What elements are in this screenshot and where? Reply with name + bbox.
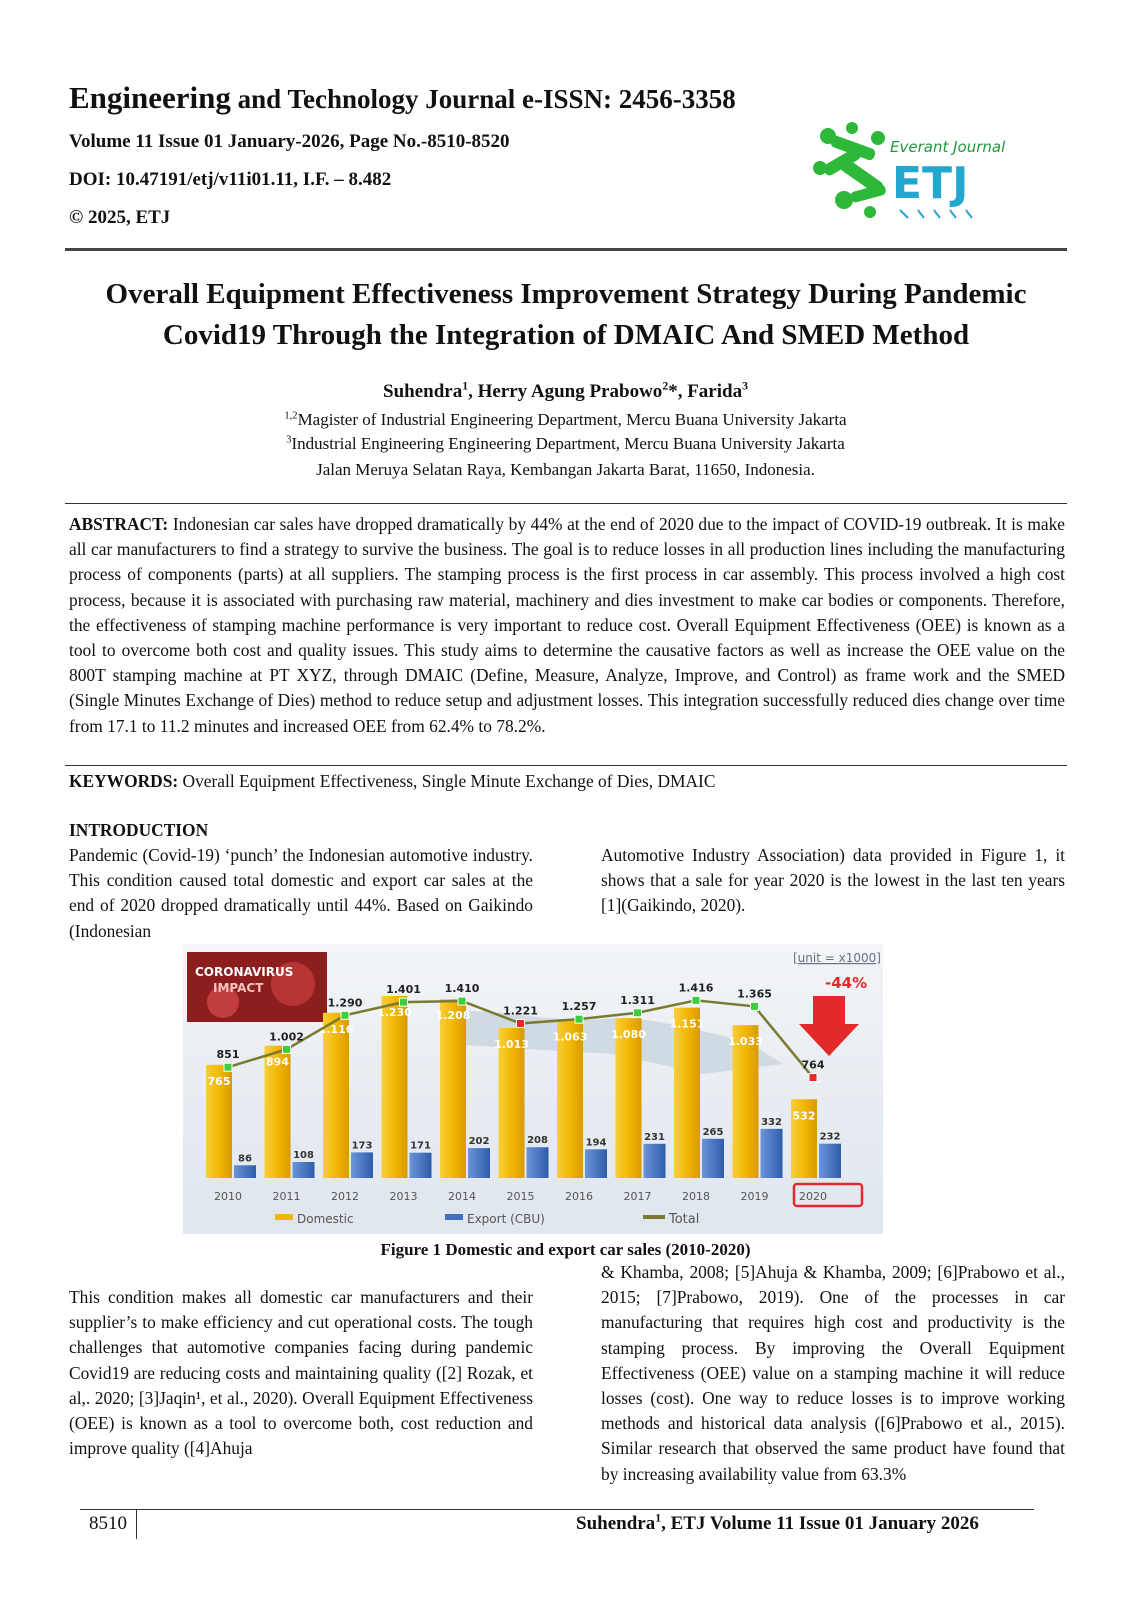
x-tick-2011: 2011 [272, 1190, 301, 1203]
sales-chart [183, 944, 883, 1234]
bar-export-2016 [585, 1149, 607, 1178]
label-domestic-2014: 1.208 [435, 1009, 471, 1023]
badge-line2: IMPACT [213, 981, 264, 995]
label-export-2020: 232 [819, 1131, 841, 1143]
label-total-2013: 1.401 [386, 983, 421, 997]
abstract-top-rule [65, 503, 1067, 504]
header-divider [65, 248, 1067, 251]
copyright: © 2025, ETJ [69, 207, 171, 228]
total-point-2019 [751, 1002, 759, 1010]
bar-export-2013 [410, 1153, 432, 1178]
volume-info: Volume 11 Issue 01 January-2026, Page No.-8510-8520 [69, 131, 510, 152]
abstract-bottom-rule [65, 765, 1067, 766]
legend-export-swatch [445, 1214, 463, 1220]
body-right-column: & Khamba, 2008; [5]Ahuja & Khamba, 2009; [6]Prabowo et al., 2015; [7]Prabowo, 2019). One of the processes in car manufacturing that requires high cost and productivity is the stamping process. By improving the Overall Equipment Effectiveness (OEE) value on a stamping machine it will reduce losses (cost). One way to reduce losses is to improve working methods and historical data analysis ([6]Prabowo et al., 2015). Similar research that observed the same product have found that by increasing availability value from 63.3% [601, 1262, 1065, 1484]
drop-label: -44% [825, 974, 868, 992]
bar-export-2011 [293, 1162, 315, 1178]
legend-domestic-swatch [275, 1214, 293, 1220]
bar-export-2012 [351, 1152, 373, 1178]
paper-title: Overall Equipment Effectiveness Improvement Strategy During Pandemic Covid19 Through the Integration of DMAIC And SMED Method [105, 278, 1027, 351]
label-total-2020: 764 [801, 1058, 825, 1072]
bar-export-2010 [234, 1165, 256, 1178]
label-export-2019: 332 [761, 1116, 782, 1128]
label-export-2013: 171 [410, 1140, 431, 1152]
bar-domestic-2017 [616, 1018, 642, 1178]
label-export-2010: 86 [238, 1153, 252, 1165]
badge [187, 952, 327, 1022]
label-domestic-2010: 765 [207, 1074, 231, 1088]
running-footer: Suhendra$^1$, ETJ Volume 11 Issue 01 January 2026 [576, 1511, 979, 1534]
x-tick-2013: 2013 [389, 1190, 418, 1203]
label-total-2011: 1.002 [269, 1030, 304, 1044]
label-domestic-2015: 1.013 [494, 1038, 529, 1052]
intro-left-column: Pandemic (Covid-19) ‘punch’ the Indonesian automotive industry. This condition caused total domestic and export car sales at the end of 2020 dropped dramatically until 44%. Based on Gaikindo (Indonesian [69, 845, 533, 941]
x-tick-2012: 2012 [331, 1190, 359, 1203]
label-total-2019: 1.365 [737, 987, 772, 1001]
label-domestic-2011: 894 [266, 1055, 289, 1069]
intro-right-column: Automotive Industry Association) data provided in Figure 1, it shows that a sale for year 2020 is the lowest in the last ten years [1](Gaikindo, 2020). [601, 845, 1065, 916]
badge-line1: CORONAVIRUS [195, 965, 294, 979]
bar-domestic-2013 [382, 996, 408, 1178]
legend-domestic: Domestic [297, 1212, 354, 1226]
label-total-2017: 1.311 [620, 993, 655, 1007]
page-number: 8510 [89, 1513, 127, 1534]
total-point-2014 [458, 997, 466, 1005]
affiliation-address: Jalan Meruya Selatan Raya, Kembangan Jakarta Barat, 11650, Indonesia. [316, 460, 815, 479]
label-domestic-2017: 1.080 [611, 1028, 646, 1042]
bar-export-2015 [527, 1147, 549, 1178]
introduction-heading: INTRODUCTION [69, 820, 209, 840]
affiliation-2: $^3$Industrial Engineering Engineering Department, Mercu Buana University Jakarta [286, 434, 845, 453]
legend-total-swatch [643, 1215, 665, 1219]
label-export-2016: 194 [585, 1137, 607, 1149]
bar-export-2018 [702, 1139, 724, 1178]
legend-export: Export (CBU) [467, 1212, 545, 1226]
label-total-2016: 1.257 [561, 1000, 597, 1014]
label-total-2015: 1.221 [503, 1004, 538, 1018]
label-domestic-2020: 532 [792, 1109, 816, 1123]
label-export-2015: 208 [527, 1135, 548, 1147]
label-domestic-2018: 1.151 [669, 1017, 705, 1031]
sales-chart-svg [183, 944, 883, 1234]
body-left-column: This condition makes all domestic car manufacturers and their supplier’s to make efficiency and cut operational costs. The tough challenges that automotive companies facing during pandemic Covid19 are reducing costs and maintaining quality ([2] Rozak, et al,. 2020; [3]Jaqin¹, et al., 2020). Overall Equipment Effectiveness (OEE) is known as a tool to overcome both, cost reduction and improve quality ([4]Ahuja [69, 1287, 533, 1459]
logo-main-text: ETJ [892, 158, 969, 209]
journal-name: Engineering and Technology Journal e-ISSN: 2456-3358 [69, 80, 736, 115]
x-tick-2017: 2017 [623, 1190, 652, 1203]
abstract: ABSTRACT: Indonesian car sales have dropped dramatically by 44% at the end of 2020 due to the impact of COVID-19 outbreak. It is make all car manufacturers to find a strategy to survive the business. The goal is to reduce losses in all production lines including the manufacturing process of components (parts) at all suppliers. The stamping process is the first process in car assembly. This process involved a high cost process, because it is associated with purchasing raw material, machinery and dies investment to make car bodies or components. Therefore, the effectiveness of stamping machine performance is very important to reduce cost. Overall Equipment Effectiveness (OEE) is known as a tool to overcome both cost and quality issues. This study aims to determine the causative factors as well as increase the OEE value on the 800T stamping machine at PT XYZ, through DMAIC (Define, Measure, Analyze, Improve, and Control) as frame work and the SMED (Single Minutes Exchange of Dies) method to reduce setup and adjustment losses. This integration successfully reduced dies change over time from 17.1 to 11.2 minutes and increased OEE from 62.4% to 78.2%. [69, 514, 1065, 736]
total-point-2012 [341, 1011, 349, 1019]
x-tick-2016: 2016 [565, 1190, 593, 1203]
x-tick-2019: 2019 [740, 1190, 769, 1203]
author-list: Suhendra$^1$, Herry Agung Prabowo$^2$*, Farida$^3$ [383, 379, 748, 402]
label-export-2014: 202 [468, 1136, 490, 1148]
bar-export-2017 [644, 1144, 666, 1178]
legend-total: Total [669, 1212, 700, 1227]
x-tick-2018: 2018 [682, 1190, 710, 1203]
total-point-2016 [575, 1015, 583, 1023]
label-export-2012: 173 [351, 1140, 373, 1152]
footer-separator [136, 1509, 137, 1539]
x-tick-2020: 2020 [799, 1190, 827, 1203]
label-export-2011: 108 [293, 1150, 314, 1162]
label-domestic-2012: 1.116 [318, 1022, 354, 1036]
x-tick-2015: 2015 [506, 1190, 535, 1203]
figure-caption: Figure 1 Domestic and export car sales (2010-2020) [380, 1240, 751, 1259]
total-point-2020 [809, 1074, 817, 1082]
x-tick-2014: 2014 [448, 1190, 476, 1203]
total-point-2015 [517, 1019, 525, 1027]
total-point-2017 [634, 1009, 642, 1017]
bar-domestic-2014 [440, 999, 466, 1178]
total-point-2013 [400, 998, 408, 1006]
label-total-2012: 1.290 [327, 996, 363, 1010]
footer-divider [80, 1509, 1034, 1510]
label-export-2018: 265 [702, 1126, 724, 1138]
label-export-2017: 231 [644, 1131, 665, 1143]
keywords: KEYWORDS: Overall Equipment Effectiveness, Single Minute Exchange of Dies, DMAIC [69, 771, 716, 791]
label-total-2014: 1.410 [444, 982, 480, 996]
journal-logo [808, 118, 1020, 230]
x-tick-2010: 2010 [214, 1190, 242, 1203]
logo-top-text: Everant Journal [890, 138, 1006, 156]
doi-info: DOI: 10.47191/etj/v11i01.11, I.F. – 8.482 [69, 169, 392, 190]
label-domestic-2019: 1.033 [728, 1035, 763, 1049]
affiliation-1: $^{1,2}$Magister of Industrial Engineering Department, Mercu Buana University Jakarta [284, 410, 847, 429]
bar-export-2019 [761, 1129, 783, 1178]
total-point-2011 [283, 1045, 291, 1053]
label-domestic-2016: 1.063 [552, 1030, 588, 1044]
label-domestic-2013: 1.230 [377, 1005, 412, 1019]
total-point-2010 [224, 1063, 232, 1071]
bar-domestic-2012 [323, 1013, 349, 1178]
bar-export-2020 [819, 1144, 841, 1178]
unit-note: [unit = x1000] [793, 951, 881, 965]
label-total-2010: 851 [216, 1048, 240, 1062]
bar-export-2014 [468, 1148, 490, 1178]
label-total-2018: 1.416 [678, 981, 714, 995]
bar-domestic-2016 [557, 1021, 583, 1178]
bar-domestic-2018 [674, 1008, 700, 1178]
total-point-2018 [692, 996, 700, 1004]
